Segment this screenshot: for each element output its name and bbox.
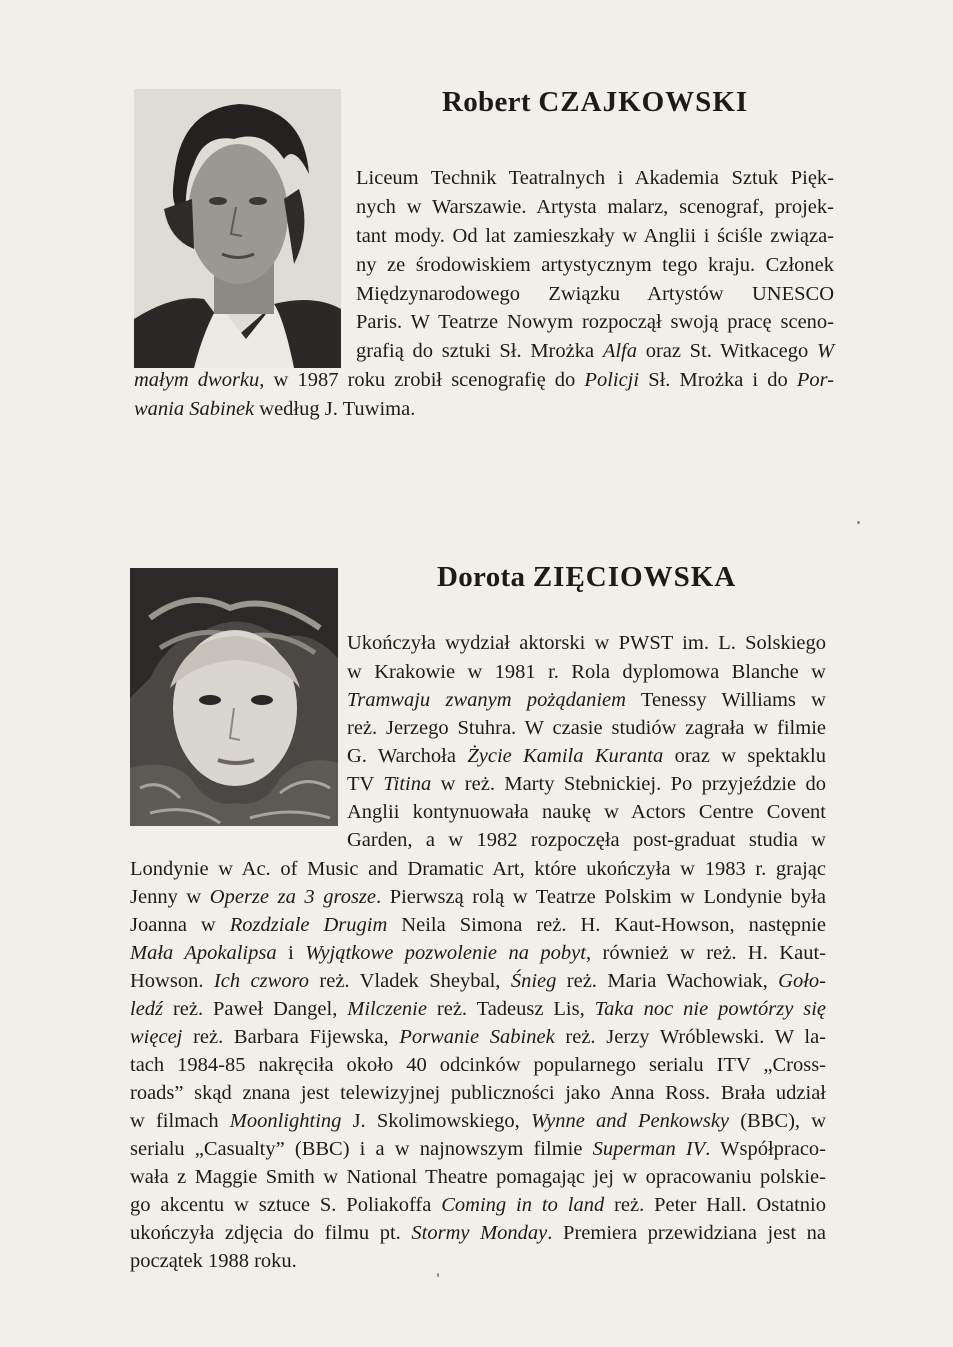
bio-text: grafią do sztuki Sł. Mrożka (356, 340, 603, 362)
work-title: Alfa (602, 340, 637, 362)
bio-text: w Krakowie w 1981 r. Rola dyplomowa Blanche w (347, 661, 826, 683)
bio-text: Anglii kontynuowała naukę w Actors Centre Covent (347, 801, 826, 823)
work-title: Mała Apokalipsa (130, 942, 277, 964)
bio-text-line (130, 1221, 826, 1245)
bio-text-line (134, 397, 415, 421)
bio-text-line (356, 195, 834, 219)
bio-text-line (130, 857, 826, 881)
bio-text: reż. Peter Hall. Ostatnio (604, 1194, 826, 1216)
bio-text: reż. Jerzy Wróblewski. W la- (554, 1026, 826, 1048)
work-title: Milczenie (347, 998, 427, 1020)
work-title: Policji (584, 369, 640, 391)
bio-text: TV (347, 773, 384, 795)
work-title: Stormy Monday (411, 1222, 548, 1244)
bio-text-line (347, 660, 826, 684)
bio-text: Howson. (130, 970, 214, 992)
bio-text: według J. Tuwima. (254, 398, 416, 420)
bio-text: w reż. Marty Stebnickiej. Po przyjeździe do (431, 773, 826, 795)
bio-text-line (130, 1081, 826, 1105)
bio-text: reż. Barbara Fijewska, (182, 1026, 400, 1048)
bio-text-line (347, 800, 826, 824)
portrait-photo-dorota (130, 568, 338, 826)
work-title: Titina (383, 773, 432, 795)
bio-text: i (276, 942, 306, 964)
bio-text: tach 1984-85 nakręciła około 40 odcinków popularnego serialu ITV „Cross- (130, 1054, 826, 1076)
bio-text: Garden, a w 1982 rozpoczęła post-graduat studia w (347, 829, 826, 851)
work-title: Moonlighting (229, 1110, 342, 1132)
bio-text: w filmach (130, 1110, 230, 1132)
bio-text-line (130, 1025, 826, 1049)
bio-text-line (130, 1137, 826, 1161)
bio-text-line (356, 282, 834, 306)
bio-text: Paris. W Teatrze Nowym rozpoczął swoją pracę sceno- (356, 311, 834, 333)
bio-text: Londynie w Ac. of Music and Dramatic Art, które ukończyła w 1983 r. grając (130, 858, 826, 880)
bio-text: nych w Warszawie. Artysta malarz, scenograf, projek- (356, 196, 834, 218)
bio-name-dorota-zieciowska (437, 561, 736, 594)
bio-text: początek 1988 roku. (130, 1250, 297, 1272)
bio-text: . Współpraco- (705, 1138, 826, 1160)
bio-text-line (130, 1053, 826, 1077)
bio-text-line (347, 828, 826, 852)
bio-text: reż. Vladek Sheybal, (308, 970, 511, 992)
bio-text-line (130, 913, 826, 937)
bio-text: ny ze środowiskiem artystycznym tego kraju. Członek (356, 254, 834, 276)
bio-text: reż. Jerzego Stuhra. W czasie studiów zagrała w filmie (347, 717, 826, 739)
work-title: Goło- (778, 970, 826, 992)
bio-text: (BBC), w (729, 1110, 827, 1132)
bio-text-line (130, 969, 826, 993)
portrait-photo-robert (134, 89, 341, 368)
bio-text: oraz w spektaklu (663, 745, 826, 767)
bio-text: Neila Simona reż. H. Kaut-Howson, następnie (387, 914, 827, 936)
bio-text-line (130, 1193, 826, 1217)
bio-text-line (356, 339, 834, 363)
work-title: Coming in to land (441, 1194, 605, 1216)
work-title: Życie Kamila Kuranta (467, 745, 664, 767)
bio-text: Ukończyła wydział aktorski w PWST im. L. Solskiego (347, 632, 826, 654)
bio-text-line (347, 744, 826, 768)
print-speck (857, 521, 860, 524)
bio-text: reż. Paweł Dangel, (163, 998, 348, 1020)
first-name: Robert (442, 86, 531, 118)
bio-text-line (130, 1249, 297, 1273)
bio-text: go akcentu w sztuce S. Poliakoffa (130, 1194, 442, 1216)
bio-text: wała z Maggie Smith w National Theatre pomagając jej w opracowaniu polskie- (130, 1166, 826, 1188)
work-title: Taka noc nie powtórzy się (594, 998, 826, 1020)
bio-text-line (356, 224, 834, 248)
bio-text: reż. Maria Wachowiak, (556, 970, 779, 992)
bio-text-line (356, 310, 834, 334)
work-title: więcej (130, 1026, 183, 1048)
bio-text-line (347, 772, 826, 796)
bio-text: , również w reż. H. Kaut- (585, 942, 826, 964)
bio-text: roads” skąd znana jest telewizyjnej publiczności jako Anna Ross. Brała udział (130, 1082, 826, 1104)
bio-text-line (347, 688, 826, 712)
bio-text: reż. Tadeusz Lis, (426, 998, 595, 1020)
work-title: Tramwaju zwanym pożądaniem (347, 689, 626, 711)
surname: CZAJKOWSKI (538, 86, 749, 118)
work-title: małym dworku (134, 369, 260, 391)
print-speck (437, 1273, 439, 1277)
bio-text-line (356, 253, 834, 277)
bio-text: G. Warchoła (347, 745, 468, 767)
surname: ZIĘCIOWSKA (532, 561, 737, 593)
bio-text-line (130, 941, 826, 965)
work-title: Operze za 3 grosze (209, 886, 376, 908)
bio-text: Joanna w (130, 914, 230, 936)
work-title: Śnieg (510, 970, 557, 992)
bio-text: serialu „Casualty” (BBC) i a w najnowszym filmie (130, 1138, 593, 1160)
work-title: Porwanie Sabinek (399, 1026, 555, 1048)
bio-text: Sł. Mrożka i do (639, 369, 797, 391)
work-title: Rozdziale Drugim (229, 914, 388, 936)
bio-text-line (134, 368, 834, 392)
work-title: W (816, 340, 835, 362)
bio-text-line (347, 631, 826, 655)
first-name: Dorota (437, 561, 526, 593)
work-title: Por- (796, 369, 835, 391)
work-title: wania Sabinek (134, 398, 255, 420)
work-title: ledź (130, 998, 164, 1020)
bio-text-line (130, 997, 826, 1021)
work-title: Superman IV (592, 1138, 706, 1160)
work-title: Ich czworo (213, 970, 309, 992)
bio-text: oraz St. Witkacego (636, 340, 817, 362)
work-title: Wyjątkowe pozwolenie na pobyt (305, 942, 586, 964)
bio-name-robert-czajkowski (442, 86, 748, 119)
bio-text: tant mody. Od lat zamieszkały w Anglii i ściśle związa- (356, 225, 834, 247)
bio-text-line (347, 716, 826, 740)
bio-text: ukończyła zdjęcia do filmu pt. (130, 1222, 412, 1244)
work-title: Wynne and Penkowsky (530, 1110, 730, 1132)
bio-text: Liceum Technik Teatralnych i Akademia Sztuk Pięk- (356, 167, 834, 189)
bio-text-line (130, 885, 826, 909)
bio-text: J. Skolimowskiego, (341, 1110, 531, 1132)
bio-text-line (130, 1109, 826, 1133)
bio-text: . Premiera przewidziana jest na (547, 1222, 827, 1244)
bio-text: Tenessy Williams w (625, 689, 826, 711)
bio-text: Jenny w (130, 886, 210, 908)
bio-text: Międzynarodowego Związku Artystów UNESCO (356, 283, 834, 305)
bio-text-line (356, 166, 834, 190)
bio-text-line (130, 1165, 826, 1189)
bio-text: , w 1987 roku zrobił scenografię do (259, 369, 585, 391)
bio-text: . Pierwszą rolą w Teatrze Polskim w Londynie była (376, 886, 826, 908)
